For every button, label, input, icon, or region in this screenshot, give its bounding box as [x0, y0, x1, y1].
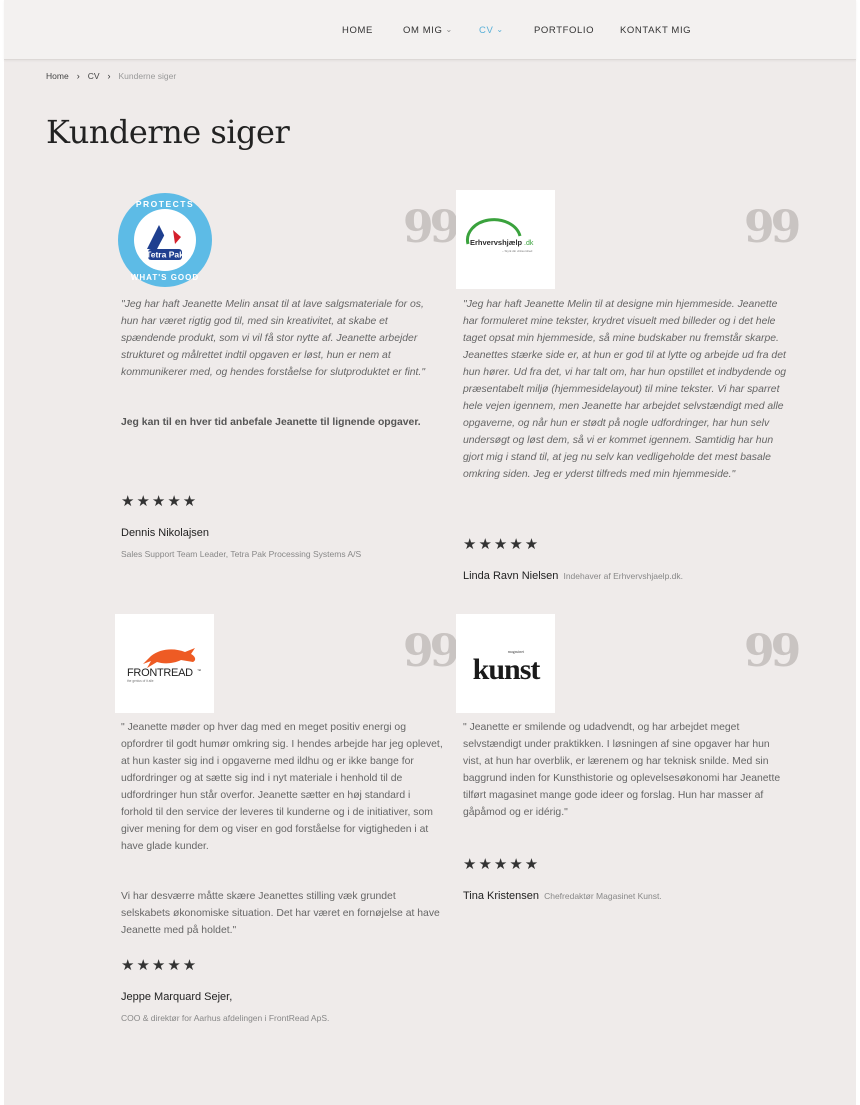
- frontread-logo: [115, 614, 214, 713]
- frontread-brand: FRONTREAD: [126, 666, 193, 679]
- testimonial-quote: "Jeg har haft Jeanette Melin til at designe min hjemmeside. Jeanette har formuleret mine tekster, krydret visuelt med billeder og i det hele taget opsat min hjemmeside, så mine budskaber nu fremstår skarpe. Jeanettes stærke side er, at hun er god til at lytte og arbejde ud fra det hun hører. Ud fra det, vi har talt om, har hun opstillet et indbydende og præsentabelt miljø (hjemmesidelayout) til mine tekster. Vi har sparret hele vejen igennem, men Jeanette har arbejdet selvstændigt med alle opgaverne, og når hun er stødt på nogle udfordringer, har hun selv undersøgt og løst dem, så vi er kommet igennem. Samtidig har hun gjort mig i stand til, at jeg nu selv kan vedligeholde det mest basale omkring siden. Jeg er yderst tilfreds med min hjemmeside.": [463, 299, 787, 480]
- nav-portfolio-label: PORTFOLIO: [534, 25, 595, 36]
- testimonial-author: [463, 570, 683, 582]
- rating-stars-icon: ★★★★★: [121, 493, 199, 510]
- testimonial-quote-continued: Vi har desværre måtte skære Jeanettes stilling væk grundet selskabets økonomiske situation. Det har været en fornøjelse at have Jeanette med på holdet.": [121, 891, 440, 936]
- chevron-down-icon: ⌄: [496, 25, 504, 34]
- nav-kontakt-mig-label: KONTAKT MIG: [620, 25, 692, 36]
- nav-om-mig[interactable]: [403, 25, 453, 36]
- rating-stars-icon: ★★★★★: [121, 957, 199, 974]
- erhvervshjaelp-logo: [456, 190, 555, 289]
- chevron-right-icon: ›: [76, 71, 80, 81]
- testimonial-role: Indehaver af Erhvervshjaelp.dk.: [563, 571, 683, 581]
- chevron-down-icon: ⌄: [445, 25, 453, 34]
- quote-mark-icon: 99: [403, 202, 457, 253]
- kunst-brand: kunst: [472, 652, 539, 686]
- testimonial-author: Dennis Nikolajsen: [121, 527, 210, 539]
- tetra-pak-top-text: PROTECTS: [135, 198, 194, 209]
- frontread-logo-icon: [117, 634, 213, 694]
- kunst-small-text: magasinet: [507, 648, 524, 654]
- frontread-tagline: the genius of it alle: [126, 678, 154, 683]
- nav-cv-label: CV: [479, 25, 494, 36]
- breadcrumb-cv[interactable]: CV: [87, 71, 100, 81]
- testimonial-author: [463, 890, 662, 902]
- page: [4, 0, 856, 1105]
- quote-mark-icon: 99: [744, 202, 798, 253]
- tetra-pak-bottom-text: WHAT'S GOOD: [130, 272, 199, 282]
- quote-mark-icon: 99: [744, 626, 798, 677]
- testimonial-author: Jeppe Marquard Sejer,: [121, 991, 233, 1003]
- rating-stars-icon: ★★★★★: [463, 856, 541, 873]
- erhvervshjaelp-tagline: – Styrk din virksomhed: [501, 248, 532, 253]
- testimonial-author-name: Linda Ravn Nielsen: [463, 570, 559, 582]
- nav-kontakt-mig[interactable]: [620, 25, 691, 36]
- tetra-pak-logo: [115, 190, 214, 289]
- erhvervshjaelp-brand: Erhvervshjælp: [469, 237, 522, 247]
- top-navigation: [4, 0, 856, 60]
- tetra-pak-brand: Tetra Pak: [145, 249, 184, 259]
- testimonial-role: Sales Support Team Leader, Tetra Pak Processing Systems A/S: [121, 549, 362, 559]
- quote-mark-icon: 99: [403, 626, 457, 677]
- nav-home[interactable]: [342, 25, 373, 36]
- chevron-right-icon: ›: [107, 71, 111, 81]
- testimonial-author-name: Tina Kristensen: [463, 890, 540, 902]
- kunst-logo-icon: [458, 629, 554, 699]
- nav-cv[interactable]: [479, 25, 504, 36]
- rating-stars-icon: ★★★★★: [463, 536, 541, 553]
- page-title: Kunderne siger: [46, 113, 290, 151]
- nav-home-label: HOME: [342, 25, 373, 36]
- breadcrumb: [46, 71, 176, 81]
- testimonial-quote: "Jeg har haft Jeanette Melin ansat til at lave salgsmateriale for os, hun har været rigtig god til, med sin kreativitet, at skabe et spændende produkt, som vi vil få stor nytte af. Jeanette arbejder strukturet og målrettet indtil opgaven er løst, hun er nem at kommunikerer med, og hendes forståelse for slutproduktet er fint.": [121, 299, 426, 378]
- breadcrumb-home[interactable]: Home: [46, 71, 69, 81]
- testimonial-recommendation: Jeg kan til en hver tid anbefale Jeanette til lignende opgaver.: [121, 417, 421, 428]
- erhvervshjaelp-suffix: .dk: [523, 239, 533, 247]
- testimonial-role: COO & direktør for Aarhus afdelingen i FrontRead ApS.: [121, 1013, 330, 1023]
- kunst-logo: [456, 614, 555, 713]
- testimonial-quote: " Jeanette er smilende og udadvendt, og har arbejdet meget selvstændigt under praktikken. I løsningen af sine opgaver har hun vist, at hun har overblik, er lærenem og har teknisk snilde. Med sin baggrund inden for Kunsthistorie og oplevelsesøkonomi har Jeanette tilført magasinet mange gode ideer og forslag. Hun har masser af gåpåmod og er idérig.": [463, 722, 781, 818]
- frontread-tm: ™: [196, 667, 201, 673]
- tetra-pak-logo-icon: [117, 192, 213, 288]
- nav-portfolio[interactable]: [534, 25, 594, 36]
- erhvervshjaelp-logo-icon: [458, 210, 554, 270]
- testimonial-quote: " Jeanette møder op hver dag med en meget positiv energi og opfordrer til godt humør omkring sig. I hendes arbejde har jeg oplevet, at hun kaster sig ind i opgaverne med ildhu og er ikke bange for udfordringer og at sætte sig ind i nyt materiale i henhold til de udfordringer hun står overfor. Jeanette sætter en høj standard i forhold til den service der leveres til kunderne og i de initiativer, som giver mening for dem og viser en god forståelse for vigtigheden i at have glade kunder.: [121, 722, 443, 852]
- breadcrumb-current: Kunderne siger: [118, 71, 177, 81]
- testimonial-role: Chefredaktør Magasinet Kunst.: [544, 891, 662, 901]
- nav-om-mig-label: OM MIG: [403, 25, 443, 36]
